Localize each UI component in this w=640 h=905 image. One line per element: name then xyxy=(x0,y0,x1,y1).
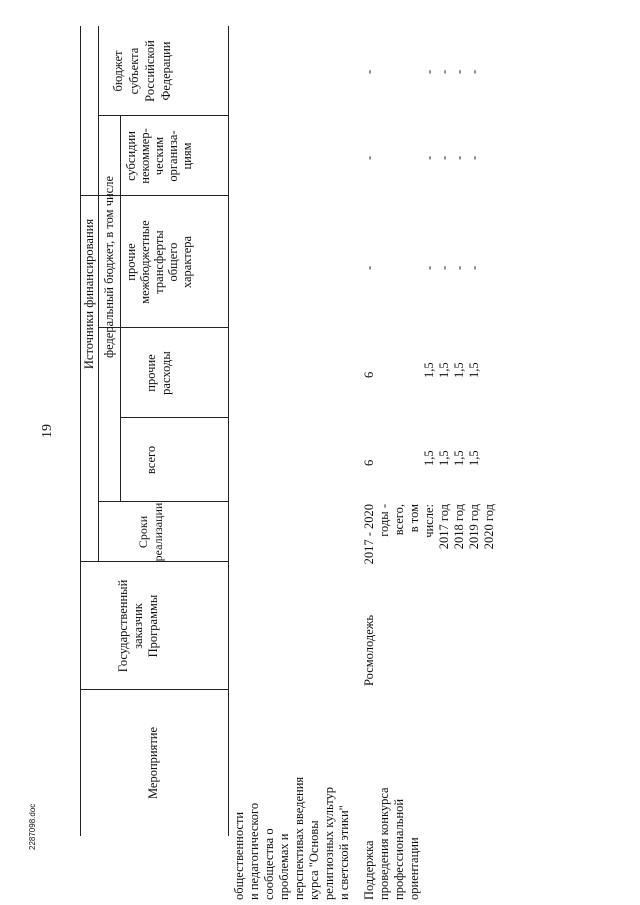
table-rule-header-bottom xyxy=(228,26,229,836)
header-sources: Источники финансирования xyxy=(82,218,96,370)
prev-activity-continuation: общественности и педагогического сообщества о проблемах и перспективах введения курса "Основы религиозных культур и светской этики" xyxy=(232,776,351,900)
header-other-expenses: прочие расходы xyxy=(144,351,173,395)
header-activity: Мероприятие xyxy=(146,726,160,800)
header-regional-budget: бюджет субъекта Российской Федерации xyxy=(111,40,173,102)
header-terms: Сроки реализации xyxy=(136,502,165,562)
table-rule-sources xyxy=(98,26,99,562)
footer-doc-code: 2287098.doc xyxy=(28,803,37,850)
table-rule-federal xyxy=(120,116,121,502)
header-federal-budget: федеральный бюджет, в том числе xyxy=(102,175,116,359)
row-transfers: - - - - - xyxy=(362,265,481,270)
row-subsidies: - - - - - xyxy=(362,155,481,160)
header-customer: Государственный заказчик Программы xyxy=(116,579,160,673)
header-total: всего xyxy=(144,445,158,475)
row-customer: Росмолодежь xyxy=(362,614,376,686)
financing-table xyxy=(80,26,608,900)
row-terms: 2017 - 2020 годы - всего, в том числе: 2017 год 2018 год 2019 год 2020 год xyxy=(362,504,496,565)
row-activity: Поддержка проведения конкурса профессиональной ориентации xyxy=(362,787,421,900)
table-rule-top xyxy=(80,26,81,836)
header-subsidies: субсидии некоммер- ческим организа- циям xyxy=(124,128,194,184)
row-regional-budget: - - - - - xyxy=(362,69,481,74)
table-col-rule xyxy=(120,417,228,418)
header-transfers: прочие межбюджетные трансферты общего характера xyxy=(124,220,194,304)
row-other-expenses: 6 1,5 1,5 1,5 1,5 xyxy=(362,362,481,378)
row-total: 6 1,5 1,5 1,5 1,5 xyxy=(362,450,481,466)
page-number: 19 xyxy=(40,424,55,438)
